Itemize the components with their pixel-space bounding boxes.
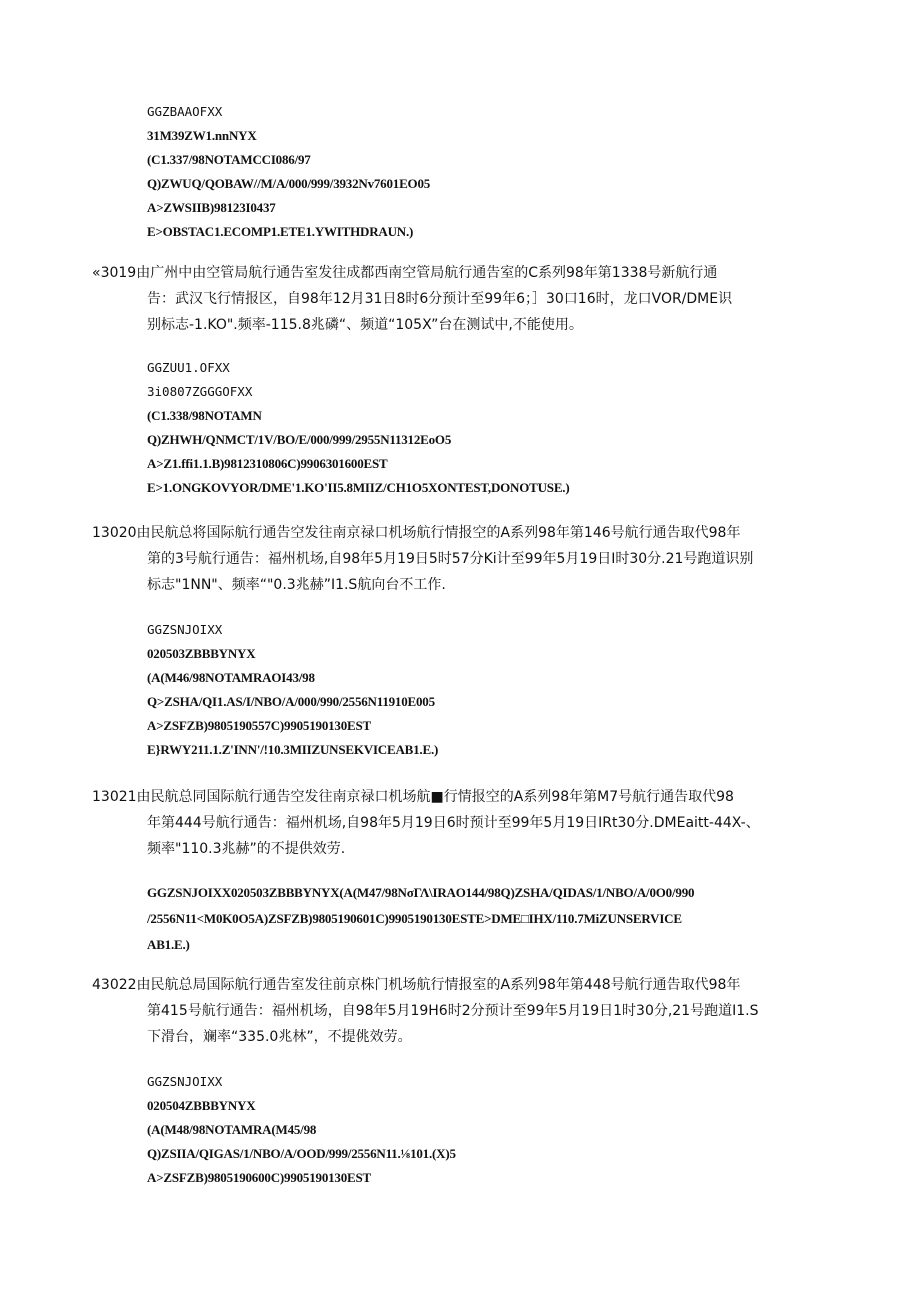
notam-line: (A(M48/98NOTAMRA(M45/98	[147, 1122, 317, 1137]
notam-description-3	[92, 784, 760, 862]
notam-line: Q>ZSHA/QI1.AS/I/NBO/A/000/990/2556N11910E005	[147, 694, 435, 709]
notam-line: (C1.337/98NOTAMCCI086/97	[147, 152, 311, 167]
notam-description-1	[92, 260, 742, 338]
notam-block-2	[147, 356, 570, 500]
notam-line: GGZBAAOFXX	[147, 104, 223, 119]
paragraph-line: 频率"110.3兆赫”的不提供效劳.	[147, 841, 346, 857]
paragraph-line: 13020由民航总将国际航行通告空发往南京禄口机场航行情报空的A系列98年第146号航行通告取代98年	[92, 525, 741, 541]
notam-line: E>1.ONGKOVYOR/DME'1.KO'II5.8MIIZ/CH1O5XONTEST,DONOTUSE.)	[147, 480, 570, 495]
paragraph-line: 标志"1NN"、频率“"0.3兆赫”I1.S航向台不工作.	[147, 577, 446, 593]
notam-line: E>OBSTAC1.ECOMP1.ETE1.YWITHDRAUN.)	[147, 224, 414, 239]
notam-block-5	[147, 1070, 456, 1190]
notam-line: Q)ZSIIA/QIGAS/1/NBO/A/OOD/999/2556N11.⅛101.(X)5	[147, 1146, 456, 1161]
paragraph-line: 13021由民航总同国际航行通告空发往南京禄口机场航■行情报空的A系列98年第M7号航行通告取代98	[92, 789, 734, 805]
notam-line: 020504ZBBBYNYX	[147, 1098, 256, 1113]
notam-block-1	[147, 100, 430, 244]
notam-line: 3i0807ZGGGOFXX	[147, 384, 253, 399]
paragraph-line: 下滑台，斓率“335.0兆林”，不提佻效劳。	[147, 1029, 412, 1045]
paragraph-line: 别标志-1.KO".频率-115.8兆磷“、频道“105X”台在测试中,不能使用。	[147, 317, 583, 333]
notam-line: AB1.E.)	[147, 937, 190, 952]
notam-line: /2556N11<M0K0O5A)ZSFZB)9805190601C)9905190130ESTE>DME□IHX/110.7MiZUNSERVICE	[147, 911, 682, 926]
notam-description-2	[92, 520, 754, 598]
notam-line: (A(M46/98NOTAMRAOI43/98	[147, 670, 315, 685]
notam-line: 31M39ZW1.nnNYX	[147, 128, 257, 143]
paragraph-line: 年第444号航行通告：福州机场,自98年5月19日6时预计至99年5月19日IRt30分.DMEaitt-44X-、	[147, 815, 760, 831]
notam-line: A>ZSFZB)9805190600C)9905190130EST	[147, 1170, 371, 1185]
notam-line: A>ZWSIIB)98123I0437	[147, 200, 276, 215]
notam-line: E}RWY211.1.Z'INN'/!10.3MIIZUNSEKVICEAB1.E.)	[147, 742, 439, 757]
notam-line: GGZUU1.OFXX	[147, 360, 230, 375]
notam-line: GGZSNJOIXX020503ZBBBYNYX(A(M47/98NσΓΛ\IRAO144/98Q)ZSHA/QIDAS/1/NBO/A/0O0/990	[147, 885, 695, 900]
notam-line: A>ZSFZB)9805190557C)9905190130EST	[147, 718, 371, 733]
notam-block-3	[147, 618, 438, 762]
notam-line: Q)ZWUQ/QOBAW//M/A/000/999/3932Nv7601EO05	[147, 176, 431, 191]
notam-line: GGZSNJOIXX	[147, 1074, 223, 1089]
notam-block-4	[147, 880, 694, 958]
paragraph-line: 告：武汉飞行情报区，自98年12月31日8时6分预计至99年6；］30口16时，龙口VOR/DME识	[147, 291, 733, 307]
notam-line: A>Z1.ffi1.1.B)9812310806C)9906301600EST	[147, 456, 388, 471]
paragraph-line: «3019由广州中由空管局航行通告室发往成都西南空管局航行通告室的C系列98年第1338号新航行通	[92, 265, 718, 281]
notam-line: 020503ZBBBYNYX	[147, 646, 256, 661]
notam-line: Q)ZHWH/QNMCT/1V/BO/E/000/999/2955N11312EoO5	[147, 432, 452, 447]
notam-description-4	[92, 972, 759, 1050]
paragraph-line: 第的3号航行通告：福州机场,自98年5月19日5时57分Ki计至99年5月19日I时30分.21号跑道识别	[147, 551, 754, 567]
notam-line: (C1.338/98NOTAMN	[147, 408, 262, 423]
paragraph-line: 第415号航行通告：福州机场，自98年5月19H6时2分预计至99年5月19日1时30分,21号跑道I1.S	[147, 1003, 759, 1019]
paragraph-line: 43022由民航总局国际航行通告室发往前京株门机场航行情报室的A系列98年第448号航行通告取代98年	[92, 977, 741, 993]
notam-line: GGZSNJOIXX	[147, 622, 223, 637]
